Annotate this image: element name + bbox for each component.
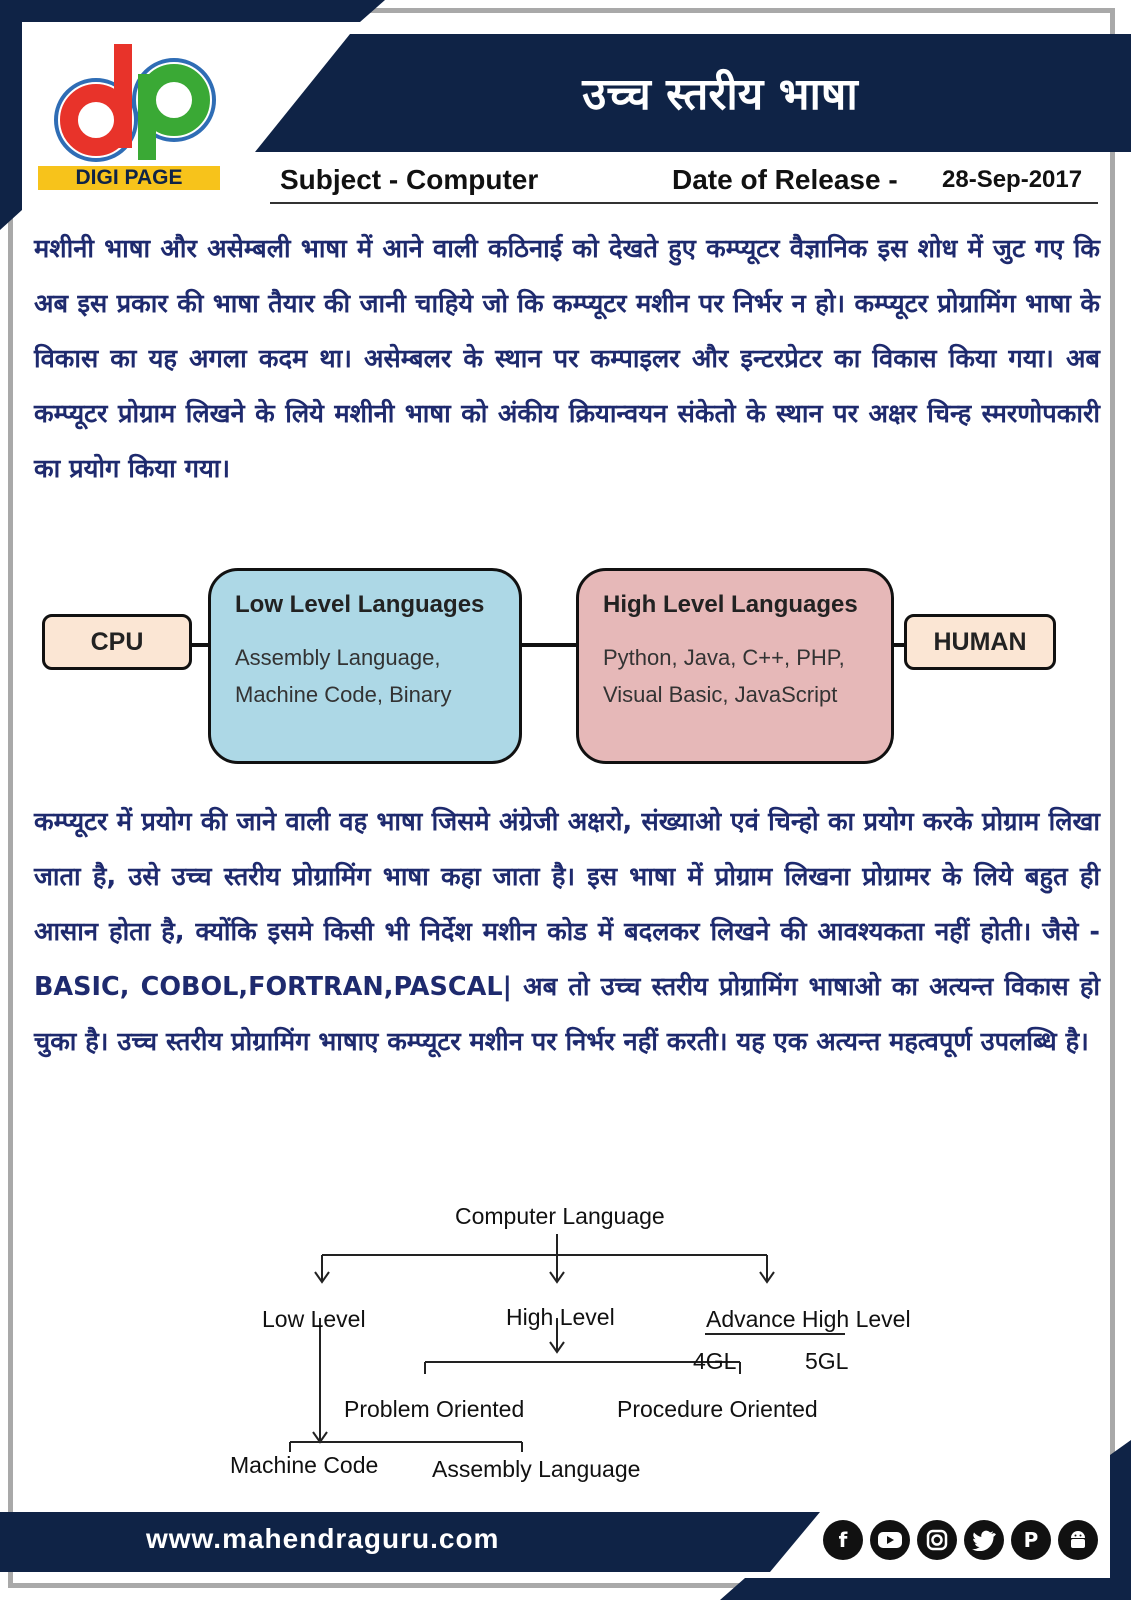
facebook-icon[interactable]: f (823, 1520, 863, 1560)
low-level-title: Low Level Languages (235, 591, 485, 618)
youtube-icon[interactable] (870, 1520, 910, 1560)
human-label: HUMAN (933, 627, 1027, 656)
brand-label: DIGI PAGE (38, 166, 220, 190)
high-level-line-2: Visual Basic, JavaScript (603, 682, 838, 707)
tree-4gl: 4GL (693, 1348, 737, 1374)
youtube-play-icon (877, 1530, 903, 1550)
instagram-glyph (925, 1528, 949, 1552)
tree-5gl: 5GL (805, 1348, 849, 1374)
android-icon[interactable] (1058, 1520, 1098, 1560)
twitter-bird-glyph (972, 1529, 996, 1551)
release-label: Date of Release - (672, 164, 898, 195)
footer-url[interactable]: www.mahendraguru.com (146, 1523, 500, 1554)
tree-low-level: Low Level (262, 1306, 366, 1332)
low-level-box (208, 568, 522, 764)
high-level-title: High Level Languages (603, 591, 858, 618)
tree-advance-high-level: Advance High Level (706, 1306, 911, 1332)
tree-procedure-oriented: Procedure Oriented (617, 1396, 818, 1422)
release-date: 28-Sep-2017 (942, 166, 1083, 193)
logo (34, 34, 224, 194)
tree-machine-code: Machine Code (230, 1452, 379, 1478)
low-level-line-1: Assembly Language, (235, 645, 441, 670)
language-tree-lines (0, 1190, 1131, 1490)
high-level-box (576, 568, 894, 764)
high-level-line-1: Python, Java, C++, PHP, (603, 645, 845, 670)
subject-label: Subject - Computer (280, 164, 539, 195)
tree-root: Computer Language (455, 1203, 665, 1229)
logo-dp-icon (34, 34, 224, 164)
human-box (904, 614, 1056, 670)
cpu-box (42, 614, 192, 670)
pinterest-icon[interactable]: P (1011, 1520, 1051, 1560)
android-robot-glyph (1066, 1528, 1090, 1552)
tree-problem-oriented: Problem Oriented (344, 1396, 525, 1422)
low-level-line-2: Machine Code, Binary (235, 682, 452, 707)
twitter-icon[interactable] (964, 1520, 1004, 1560)
page-title: उच्च स्तरीय भाषा (582, 69, 858, 120)
tree-high-level: High Level (506, 1304, 615, 1330)
header-underline (270, 202, 1098, 204)
cpu-label: CPU (90, 627, 144, 656)
paragraph-intro: मशीनी भाषा और असेम्बली भाषा में आने वाली कठिनाई को देखते हुए कम्प्यूटर वैज्ञानिक इस शोध में जुट गए कि अब इस प्रकार की भाषा तैयार की जानी चाहिये जो कि कम्प्यूटर मशीन पर निर्भर न हो। कम्प्यूटर प्रोग्रामिंग भाषा के विकास का यह अगला कदम था। असेम्बलर के स्थान पर कम्पाइलर और इन्टरप्रेटर का विकास किया गया। अब कम्प्यूटर प्रोग्राम लिखने के लिये मशीनी भाषा को अंकीय क्रियान्वयन संकेतो के स्थान पर अक्षर चिन्ह स्मरणोपकारी का प्रयोग किया गया। (34, 234, 1100, 484)
tree-assembly-language: Assembly Language (432, 1456, 641, 1482)
language-level-connectors (0, 560, 1131, 780)
instagram-icon[interactable] (917, 1520, 957, 1560)
paragraph-high-level: कम्प्यूटर में प्रयोग की जाने वाली वह भाषा जिसमे अंग्रेजी अक्षरो, संख्याओ एवं चिन्हो का प्रयोग करके प्रोग्राम लिखा जाता है, उसे उच्च स्तरीय प्रोग्रामिंग भाषा कहा जाता है। इस भाषा में प्रोग्राम लिखना प्रोग्रामर के लिये बहुत ही आसान होता है, क्योंकि इसमे किसी भी निर्देश मशीन कोड में बदलकर लिखने की आवश्यकता नहीं होती। जैसे -BASIC, COBOL,FORTRAN,PASCAL| अब तो उच्च स्तरीय प्रोग्रामिंग भाषाओ का अत्यन्त विकास हो चुका है। उच्च स्तरीय प्रोग्रामिंग भाषाए कम्प्यूटर मशीन पर निर्भर नहीं करती। यह एक अत्यन्त महत्वपूर्ण उपलब्धि है। (34, 807, 1100, 1057)
